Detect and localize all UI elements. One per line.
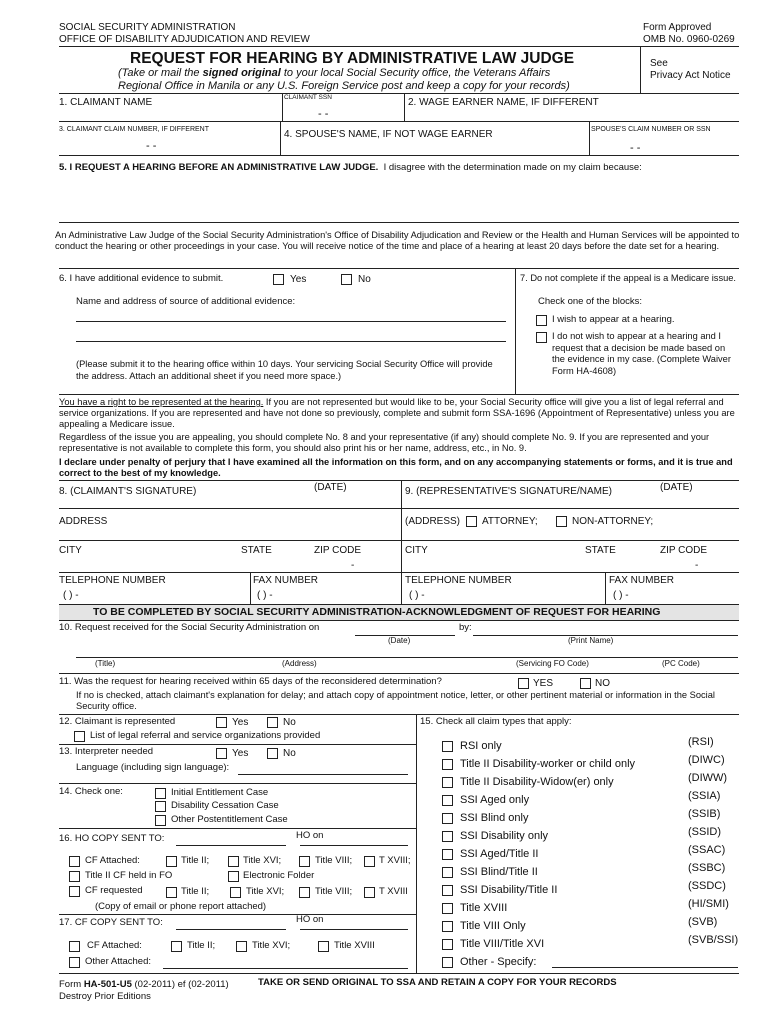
q13-yes-label: Yes: [232, 748, 249, 759]
rep-signature-label: 9. (REPRESENTATIVE'S SIGNATURE/NAME): [405, 486, 612, 497]
see-label: See: [650, 58, 668, 69]
destroy-prior-editions: Destroy Prior Editions: [59, 991, 151, 1002]
q13-language-field[interactable]: [238, 763, 408, 775]
form-approved: Form Approved: [643, 22, 712, 33]
q12-list-checkbox[interactable]: [74, 731, 85, 742]
claim-type-checkbox[interactable]: [442, 759, 453, 770]
claim-type-code: (RSI): [688, 736, 714, 748]
evidence-source-label: Name and address of source of additional evidence:: [76, 296, 296, 307]
q17-ho-on-label: HO on: [296, 914, 324, 925]
q16-req-title-xvi-label: Title XVI;: [246, 886, 285, 897]
claim-type-checkbox[interactable]: [442, 921, 453, 932]
spouse-claim-separators: - -: [630, 142, 641, 154]
claimant-name-field[interactable]: [59, 108, 279, 122]
claim-type-code: (SVB): [688, 916, 718, 928]
q17-other-attached-field[interactable]: [163, 957, 408, 969]
no-appear-hearing-label: I do not wish to appear at a hearing and I request that a decision be made based on the evidence in my case. (Complete Waiver Form HA-4608): [552, 331, 731, 376]
claim-type-code: (SSIA): [688, 790, 721, 802]
appear-hearing-label: I wish to appear at a hearing.: [552, 314, 675, 325]
evidence-source-field-1[interactable]: [76, 310, 506, 322]
q10-servicing-fo-caption: (Servicing FO Code): [516, 659, 589, 668]
evidence-no-label: No: [358, 274, 371, 285]
rep-date-label: (DATE): [660, 482, 693, 493]
claimant-ssn-label: CLAIMANT SSN: [284, 94, 332, 101]
q11-yes-checkbox[interactable]: [518, 678, 529, 689]
q17-cf-attached-label: CF Attached:: [87, 940, 142, 951]
claim-type-label: SSI Aged only: [460, 794, 530, 806]
q14-other-label: Other Postentitlement Case: [171, 814, 288, 825]
claimant-state-label: STATE: [241, 545, 272, 556]
office-name: OFFICE OF DISABILITY ADJUDICATION AND REVIEW: [59, 34, 310, 45]
q17-label: 17. CF COPY SENT TO:: [59, 917, 163, 928]
claim-type-label: RSI only: [460, 740, 502, 752]
claim-type-checkbox[interactable]: [442, 741, 453, 752]
representation-notice: You have a right to be represented at the hearing. If you are not represented but would like to be, your Social Security office will give you a list of legal referral and service organizations. If you are represented and have not done so previously, complete and submit form SSA-1696 (Appointment of Representative) unless you are appealing a Medicare issue.: [59, 397, 735, 430]
q16-t-xviii-label: T XVIII;: [379, 855, 411, 866]
q10-title-caption: (Title): [95, 659, 116, 668]
claim-type-code: (DIWW): [688, 772, 728, 784]
claimant-city-label: CITY: [59, 545, 82, 556]
evidence-yes-label: Yes: [290, 274, 307, 285]
q16-req-title-xvi-checkbox[interactable]: [230, 887, 241, 898]
claimant-ssn-separators: - -: [318, 108, 329, 120]
evidence-source-field-2[interactable]: [76, 330, 506, 342]
claim-type-label: Title VIII Only: [460, 920, 526, 932]
instructions-line-2: Regional Office in Manila or any U.S. Foreign Service post and keep a copy for your records): [118, 80, 570, 92]
rep-fax-format: ( ) -: [613, 590, 629, 601]
q17-title-ii-checkbox[interactable]: [171, 941, 182, 952]
claim-type-label: SSI Blind/Title II: [460, 866, 538, 878]
rep-address-label: (ADDRESS): [405, 516, 461, 527]
claimant-date-label: (DATE): [314, 482, 347, 493]
q12-no-label: No: [283, 717, 296, 728]
claim-type-checkbox[interactable]: [442, 795, 453, 806]
q16-req-title-ii-label: Title II;: [181, 886, 210, 897]
take-send-original: TAKE OR SEND ORIGINAL TO SSA AND RETAIN A COPY FOR YOUR RECORDS: [258, 977, 617, 988]
wage-earner-field[interactable]: [408, 108, 738, 120]
rep-telephone-label: TELEPHONE NUMBER: [405, 575, 512, 586]
alj-notice: An Administrative Law Judge of the Social Security Administration's Office of Disability Adjudication and Review or the Health and Human Services will be appointed to conduct the hearing or other proceedings in your case. You will receive notice of the time and place of a hearing at least 20 days before the date set for a hearing.: [55, 230, 740, 252]
q10-label: 10. Request received for the Social Security Administration on: [59, 622, 320, 633]
q11-note: If no is checked, attach claimant's explanation for delay; and attach copy of appointment notice, letter, or other pertinent material or information in the Social Security office.: [76, 690, 715, 712]
q16-title-viii-label: Title VIII;: [315, 855, 353, 866]
q17-other-attached-checkbox[interactable]: [69, 957, 80, 968]
q10-pc-code-caption: (PC Code): [662, 659, 700, 668]
q16-cf-attached-checkbox[interactable]: [69, 856, 80, 867]
claim-type-label: Title VIII/Title XVI: [460, 938, 545, 950]
q13-label: 13. Interpreter needed: [59, 746, 154, 757]
q13-language-label: Language (including sign language):: [76, 762, 230, 773]
q10-print-name-caption: (Print Name): [568, 636, 614, 645]
q12-no-checkbox[interactable]: [267, 717, 278, 728]
form-title: REQUEST FOR HEARING BY ADMINISTRATIVE LAW JUDGE: [130, 50, 575, 67]
regardless-notice: Regardless of the issue you are appealing, you should complete No. 8 and your representative (if any) should complete No. 9. If you are represented and your representative is not available to complete this form, you should also print his or her name, address, etc., in No. 9.: [59, 432, 710, 454]
q16-electronic-label: Electronic Folder: [243, 870, 315, 881]
q16-copy-note: (Copy of email or phone report attached): [95, 901, 267, 912]
claim-type-checkbox[interactable]: [442, 867, 453, 878]
claim-type-checkbox[interactable]: [442, 813, 453, 824]
q11-label: 11. Was the request for hearing received within 65 days of the reconsidered determination?: [59, 676, 442, 687]
q16-req-t-xviii-label: T XVIII: [379, 886, 408, 897]
omb-number: OMB No. 0960-0269: [643, 34, 735, 45]
q10-date-caption: (Date): [388, 636, 411, 645]
claim-type-label: SSI Disability/Title II: [460, 884, 558, 896]
section-5-label: 5. I REQUEST A HEARING BEFORE AN ADMINISTRATIVE LAW JUDGE. I disagree with the determination made on my claim because:: [59, 162, 642, 173]
claim-type-checkbox[interactable]: [442, 849, 453, 860]
rep-fax-label: FAX NUMBER: [609, 575, 675, 586]
claim-number-separators: - -: [146, 140, 157, 152]
section-6-label: 6. I have additional evidence to submit.: [59, 273, 224, 284]
q16-cf-requested-label: CF requested: [85, 885, 143, 896]
q14-other-checkbox[interactable]: [155, 815, 166, 826]
claimant-zip-label: ZIP CODE: [314, 545, 362, 556]
form-number: Form HA-501-U5 (02-2011) ef (02-2011): [59, 979, 229, 990]
q16-title-ii-cf-checkbox[interactable]: [69, 871, 80, 882]
claim-type-checkbox[interactable]: [442, 777, 453, 788]
q17-title-xvi-label: Title XVI;: [252, 940, 291, 951]
q16-t-xviii-checkbox[interactable]: [364, 856, 375, 867]
q13-yes-checkbox[interactable]: [216, 748, 227, 759]
claim-type-label: SSI Blind only: [460, 812, 529, 824]
claim-type-label: Title II Disability-worker or child only: [460, 758, 636, 770]
wage-earner-label: 2. WAGE EARNER NAME, IF DIFFERENT: [408, 97, 599, 108]
claim-type-checkbox[interactable]: [442, 885, 453, 896]
q16-electronic-checkbox[interactable]: [228, 871, 239, 882]
q14-cessation-checkbox[interactable]: [155, 801, 166, 812]
q11-no-label: NO: [595, 678, 610, 689]
q16-req-title-viii-label: Title VIII;: [315, 886, 353, 897]
claimant-fax-format: ( ) -: [257, 590, 273, 601]
q13-no-label: No: [283, 748, 296, 759]
claim-type-code: (HI/SMI): [688, 898, 729, 910]
q12-yes-label: Yes: [232, 717, 249, 728]
q15-label: 15. Check all claim types that apply:: [420, 716, 572, 727]
claimant-zip-separator: -: [351, 560, 355, 571]
non-attorney-checkbox[interactable]: [556, 516, 567, 527]
claim-type-label: Other - Specify:: [460, 956, 537, 968]
privacy-act-link[interactable]: Privacy Act Notice: [650, 70, 731, 81]
claimant-name-label: 1. CLAIMANT NAME: [59, 97, 153, 108]
disagreement-reason-field[interactable]: [59, 176, 739, 220]
agency-name: SOCIAL SECURITY ADMINISTRATION: [59, 22, 236, 33]
q16-ho-on-label: HO on: [296, 830, 324, 841]
q12-label: 12. Claimant is represented: [59, 716, 176, 727]
claimant-signature-label: 8. (CLAIMANT'S SIGNATURE): [59, 486, 197, 497]
q10-by-label: by:: [459, 622, 472, 633]
q17-other-attached-label: Other Attached:: [85, 956, 152, 967]
claim-type-checkbox[interactable]: [442, 939, 453, 950]
q12-yes-checkbox[interactable]: [216, 717, 227, 728]
rep-zip-label: ZIP CODE: [660, 545, 708, 556]
non-attorney-label: NON-ATTORNEY;: [572, 516, 654, 527]
q17-title-xviii-label: Title XVIII: [334, 940, 375, 951]
q16-title-xvi-label: Title XVI;: [243, 855, 282, 866]
q16-title-ii-checkbox[interactable]: [166, 856, 177, 867]
rep-zip-separator: -: [695, 560, 699, 571]
claim-type-label: SSI Disability only: [460, 830, 549, 842]
claim-type-label: SSI Aged/Title II: [460, 848, 539, 860]
q17-title-xviii-checkbox[interactable]: [318, 941, 329, 952]
spouse-name-field[interactable]: [284, 140, 584, 152]
section-7-check-one: Check one of the blocks:: [538, 296, 643, 307]
q14-label: 14. Check one:: [59, 786, 123, 797]
claimant-telephone-label: TELEPHONE NUMBER: [59, 575, 166, 586]
perjury-declaration: I declare under penalty of perjury that I have examined all the information on this form, and on any accompanying statements or forms, and it is true and correct to the best of my knowledge.: [59, 457, 733, 479]
claimant-telephone-format: ( ) -: [63, 590, 79, 601]
q14-initial-checkbox[interactable]: [155, 788, 166, 799]
q16-title-ii-cf-label: Title II CF held in FO: [85, 870, 173, 881]
q16-req-t-xviii-checkbox[interactable]: [364, 887, 375, 898]
q17-title-ii-label: Title II;: [187, 940, 216, 951]
claim-type-code: (SSID): [688, 826, 721, 838]
q16-req-title-viii-checkbox[interactable]: [299, 887, 310, 898]
evidence-yes-checkbox[interactable]: [273, 274, 284, 285]
q16-cf-requested-checkbox[interactable]: [69, 886, 80, 897]
claim-type-label: Title II Disability-Widow(er) only: [460, 776, 614, 788]
rep-telephone-format: ( ) -: [409, 590, 425, 601]
claim-type-label: Title XVIII: [460, 902, 508, 914]
claim-type-code: (SSAC): [688, 844, 726, 856]
claim-type-code: (SSBC): [688, 862, 726, 874]
q16-req-title-ii-checkbox[interactable]: [166, 887, 177, 898]
q14-cessation-label: Disability Cessation Case: [171, 800, 279, 811]
claim-type-code: (SSDC): [688, 880, 726, 892]
q11-no-checkbox[interactable]: [580, 678, 591, 689]
claim-type-code: (DIWC): [688, 754, 725, 766]
attorney-checkbox[interactable]: [466, 516, 477, 527]
q17-cf-attached-checkbox[interactable]: [69, 941, 80, 952]
q16-title-ii-label: Title II;: [181, 855, 210, 866]
claim-type-checkbox[interactable]: [442, 831, 453, 842]
q11-yes-label: YES: [533, 678, 554, 689]
q10-address-caption: (Address): [282, 659, 317, 668]
section-7-label: 7. Do not complete if the appeal is a Medicare issue.: [520, 273, 737, 283]
q16-cf-attached-label: CF Attached:: [85, 855, 140, 866]
spouse-claim-label: SPOUSE'S CLAIM NUMBER OR SSN: [591, 126, 711, 133]
q16-title-viii-checkbox[interactable]: [299, 856, 310, 867]
attorney-label: ATTORNEY;: [482, 516, 538, 527]
q13-no-checkbox[interactable]: [267, 748, 278, 759]
rep-city-label: CITY: [405, 545, 428, 556]
q12-list-label: List of legal referral and service organizations provided: [90, 730, 321, 741]
claimant-address-label: ADDRESS: [59, 516, 108, 527]
q16-title-xvi-checkbox[interactable]: [228, 856, 239, 867]
claim-type-checkbox[interactable]: [442, 957, 453, 968]
q17-title-xvi-checkbox[interactable]: [236, 941, 247, 952]
claim-type-checkbox[interactable]: [442, 903, 453, 914]
claim-type-other-field[interactable]: [552, 956, 738, 968]
appear-hearing-checkbox[interactable]: [536, 315, 547, 326]
no-appear-hearing-checkbox[interactable]: [536, 332, 547, 343]
evidence-no-checkbox[interactable]: [341, 274, 352, 285]
claimant-fax-label: FAX NUMBER: [253, 575, 319, 586]
claim-number-label: 3. CLAIMANT CLAIM NUMBER, IF DIFFERENT: [59, 126, 209, 133]
ssa-section-title: TO BE COMPLETED BY SOCIAL SECURITY ADMINISTRATION-ACKNOWLEDGMENT OF REQUEST FOR HEARING: [93, 606, 661, 618]
instructions-line-1: (Take or mail the signed original to your local Social Security office, the Veterans Affairs: [118, 67, 551, 79]
q16-label: 16. HO COPY SENT TO:: [59, 833, 165, 844]
rep-state-label: STATE: [585, 545, 616, 556]
q14-initial-label: Initial Entitlement Case: [171, 787, 269, 798]
claim-type-code: (SSIB): [688, 808, 721, 820]
evidence-submit-note: (Please submit it to the hearing office within 10 days. Your servicing Social Security Office will provide the address. Attach an additional sheet if you need more space.): [76, 359, 493, 381]
claim-type-code: (SVB/SSI): [688, 934, 739, 946]
spouse-name-label: 4. SPOUSE'S NAME, IF NOT WAGE EARNER: [284, 129, 493, 140]
